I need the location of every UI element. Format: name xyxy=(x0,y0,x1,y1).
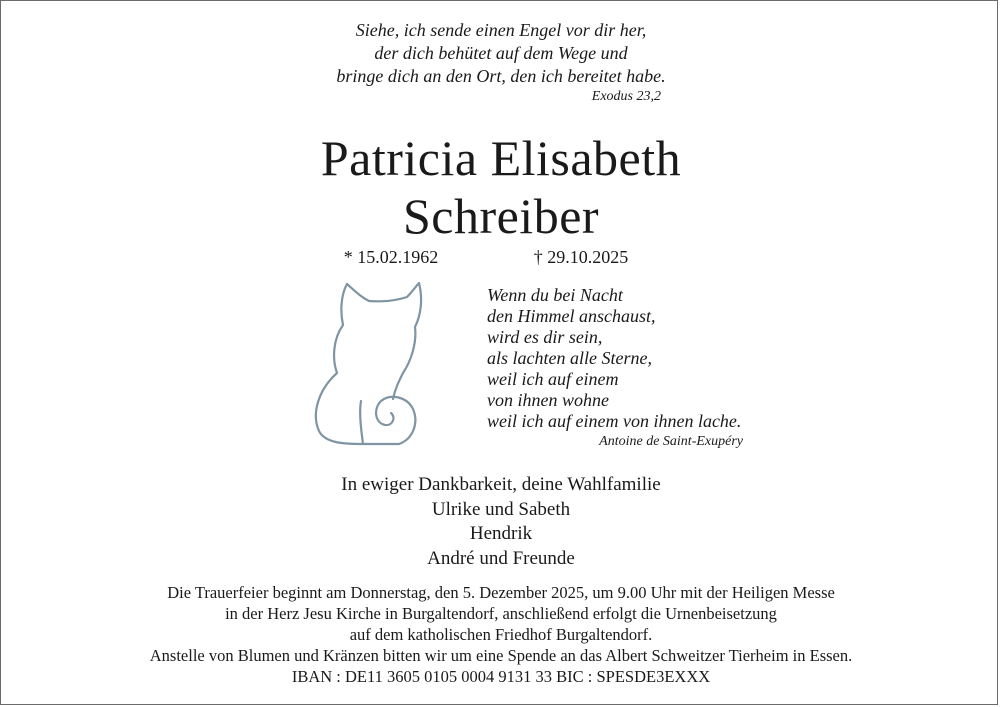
mourners-line: In ewiger Dankbarkeit, deine Wahlfamilie xyxy=(341,474,661,495)
poem-line: weil ich auf einem von ihnen lache. xyxy=(487,411,742,431)
bank-details: IBAN : DE11 3605 0105 0004 9131 33 BIC : SPESDE3EXXX xyxy=(291,667,711,686)
birth-date: * 15.02.1962 xyxy=(343,247,439,267)
bible-verse-source: Exodus 23,2 xyxy=(591,89,661,104)
mourners xyxy=(1,473,1000,571)
poem-line: von ihnen wohne xyxy=(487,390,609,410)
poem-author: Antoine de Saint-Exupéry xyxy=(599,434,743,449)
funeral-notice-line: in der Herz Jesu Kirche in Burgaltendorf, anschließend erfolgt die Urnenbeisetzung xyxy=(225,604,777,623)
funeral-notice-line: Die Trauerfeier beginnt am Donnerstag, den 5. Dezember 2025, um 9.00 Uhr mit der Heiligen Messe xyxy=(167,583,835,602)
bible-verse xyxy=(1,19,1000,88)
deceased-name-line1: Patricia Elisabeth xyxy=(320,130,682,186)
bible-verse-line: der dich behütet auf dem Wege und xyxy=(374,43,628,63)
poem-line: als lachten alle Sterne, xyxy=(487,348,652,368)
mourners-line: Ulrike und Sabeth xyxy=(431,498,571,520)
bible-verse-line: Siehe, ich sende einen Engel vor dir her, xyxy=(355,20,647,40)
poem xyxy=(487,285,741,432)
funeral-notice-line: auf dem katholischen Friedhof Burgaltendorf. xyxy=(349,625,653,644)
death-date: † 29.10.2025 xyxy=(533,247,629,267)
bible-verse-line: bringe dich an den Ort, den ich bereitet habe. xyxy=(336,66,666,86)
mourners-line: Hendrik xyxy=(469,523,533,544)
poem-line: wird es dir sein, xyxy=(487,327,603,347)
poem-line: weil ich auf einem xyxy=(487,369,619,389)
deceased-name-line2: Schreiber xyxy=(402,188,600,244)
funeral-notice-line: Anstelle von Blumen und Kränzen bitten wir um eine Spende an das Albert Schweitzer Tierheim in Essen. xyxy=(149,646,853,665)
funeral-notice xyxy=(1,582,1000,687)
mourners-line: André und Freunde xyxy=(427,547,575,569)
poem-line: Wenn du bei Nacht xyxy=(487,285,623,305)
poem-line: den Himmel anschaust, xyxy=(487,306,656,326)
cat-icon xyxy=(303,281,425,447)
deceased-name xyxy=(1,129,1000,245)
